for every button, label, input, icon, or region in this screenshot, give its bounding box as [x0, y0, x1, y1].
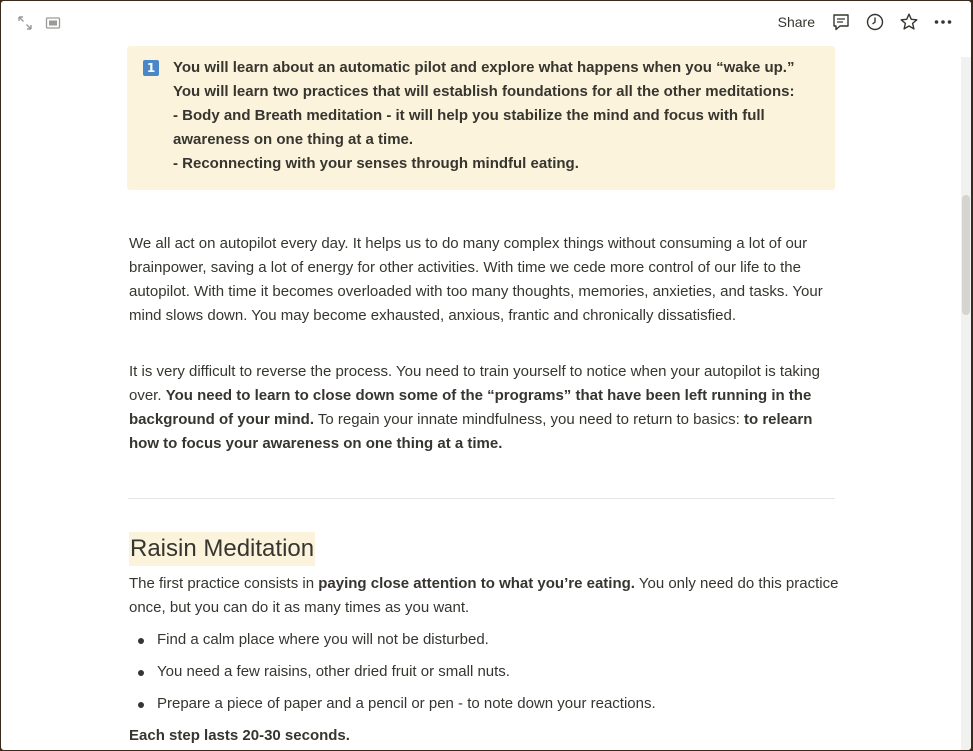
page-content [1, 1, 961, 750]
raisin-intro-paragraph [129, 572, 839, 620]
callout-line: You will learn two practices that will establish foundations for all the other meditations: [173, 83, 795, 100]
notion-page-window [1, 1, 971, 750]
share-button[interactable]: Share [777, 14, 815, 30]
autopilot-paragraph: We all act on autopilot every day. It helps us to do many complex things without consuming a lot of our brainpower, saving a lot of energy for other activities. With time we cede more control of our life to the autopilot. With time it becomes overloaded with too many thoughts, memories, anxieties, and tasks. Your mind slows down. You may become exhausted, anxious, frantic and chronically dissatisfied. [129, 235, 823, 324]
list-item: Find a calm place where you will not be disturbed. [129, 628, 829, 652]
callout-line: awareness on one thing at a time. [173, 131, 414, 148]
list-item: You need a few raisins, other dried fruit or small nuts. [129, 660, 829, 684]
bulleted-list [129, 628, 829, 724]
divider [128, 498, 835, 499]
section-heading: Raisin Meditation [129, 532, 315, 566]
scrollbar-thumb[interactable] [962, 195, 970, 315]
callout-line: - Body and Breath meditation - it will help you stabilize the mind and focus with full [173, 107, 765, 124]
reverse-process-paragraph [129, 360, 839, 456]
callout-line: You will learn about an automatic pilot and explore what happens when you “wake up.” [173, 59, 795, 76]
callout-text [173, 56, 823, 176]
callout-block[interactable] [127, 46, 835, 190]
paragraph-text: It is very difficult to reverse the process. You need to train yourself to notice when your autopilot is taking over. [129, 363, 820, 404]
paragraph-bold-text: to relearn how to focus your awareness on one thing at a time. [129, 411, 813, 452]
paragraph-bold-text: You need to learn to close down some of the “programs” that have been left running in the background of your mind. [129, 387, 812, 428]
paragraph-text: To regain your innate mindfulness, you need to return to basics: [314, 411, 744, 428]
paragraph-bold-text: paying close attention to what you’re eating. [318, 575, 635, 592]
paragraph-text: The first practice consists in [129, 575, 319, 592]
number-one-icon: 1 [143, 60, 159, 76]
paragraph-text: You only need do this practice once, but you can do it as many times as you want. [129, 575, 839, 616]
callout-line: - Reconnecting with your senses through mindful eating. [173, 155, 579, 172]
step-duration-note: Each step lasts 20-30 seconds. [129, 727, 350, 744]
scrollbar[interactable] [961, 57, 971, 750]
list-item: Prepare a piece of paper and a pencil or pen - to note down your reactions. [129, 692, 829, 716]
